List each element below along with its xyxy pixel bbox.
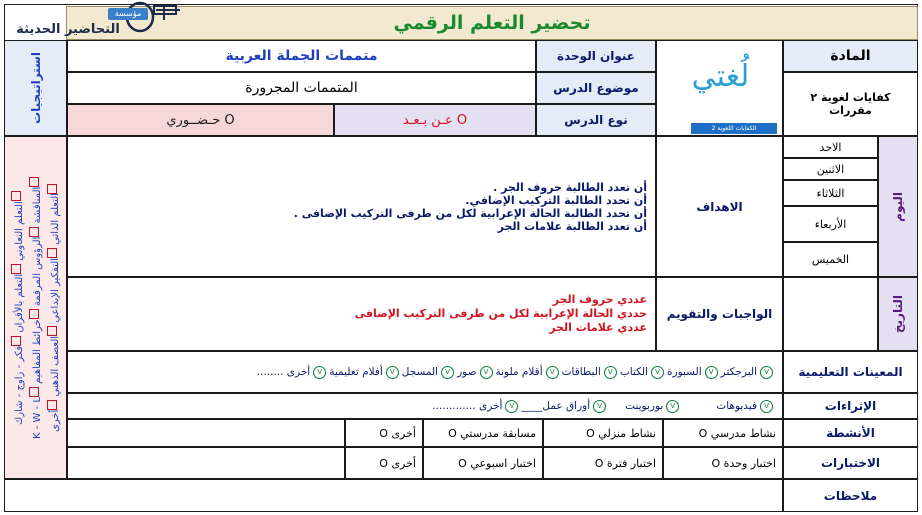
aids-row: [67, 351, 783, 393]
aid-item: السبورة: [667, 366, 702, 378]
goal-item: أن تحدد الطالبة التركيب الإضافي.: [465, 193, 647, 207]
goals-content: [67, 136, 656, 277]
strategies-label: استراتيجيات: [28, 52, 43, 124]
enrich-checkbox[interactable]: V: [505, 400, 518, 413]
test-empty: [67, 447, 345, 479]
homework-item: عددي حروف الجر: [552, 293, 647, 306]
in-person-option[interactable]: حـضــوري O: [67, 104, 334, 136]
aid-checkbox[interactable]: V: [651, 366, 664, 379]
day-header: [878, 136, 918, 277]
homework-content: [67, 277, 656, 351]
test-item[interactable]: اختبار فترة O: [543, 447, 663, 479]
day-item: الاثنين: [783, 158, 878, 180]
subject-label: المادة: [783, 40, 918, 72]
enrich-item: أوراق عمل____: [521, 400, 591, 412]
lesson-value: المتممات المجرورة: [67, 72, 536, 104]
date-label: التاريخ: [891, 294, 905, 334]
book-logo-caption: الكفايات اللغوية 2: [691, 123, 777, 134]
homework-item: حددي الحالة الإعرابية لكل من طرفى التركيب الإضافى: [354, 307, 647, 320]
enrich-checkbox[interactable]: V: [666, 400, 679, 413]
strategy-item: المناقشة: [32, 186, 43, 224]
publisher-logo: [4, 0, 184, 42]
strategies-header: [4, 40, 67, 136]
subject-value: كفايات لغوية ٢ مقررات: [783, 72, 918, 136]
enrich-checkbox[interactable]: V: [593, 400, 606, 413]
date-value: [783, 277, 878, 351]
aid-item: الكتاب: [619, 366, 648, 378]
goals-list: [294, 181, 647, 233]
lesson-label: موضوع الدرس: [536, 72, 656, 104]
strategies-list: [4, 136, 67, 479]
day-item: الاحد: [783, 136, 878, 158]
aid-item: أقلام ملونة: [495, 366, 543, 378]
goal-item: أن تعدد الطالبة علامات الجر: [497, 219, 647, 233]
goals-label: الاهداف: [656, 136, 783, 277]
aid-checkbox[interactable]: V: [441, 366, 454, 379]
activity-item[interactable]: نشاط منزلي O: [543, 419, 663, 447]
header-band: [66, 6, 918, 40]
strategy-item: أخرى: [50, 410, 61, 433]
notes-field[interactable]: [4, 479, 783, 512]
enrich-item: فيديوهات: [716, 400, 757, 412]
strategy-item: التعلم الذاتي: [50, 193, 61, 246]
page-title: تحضير التعلم الرقمي: [393, 12, 591, 34]
day-item: الأربعاء: [783, 206, 878, 242]
strategy-item: K - W - L: [32, 397, 43, 440]
aid-item: صور: [457, 366, 477, 378]
book-logo: [656, 40, 783, 136]
strategy-item: التفكير الإبداعي: [50, 258, 61, 324]
activities-label: الأنشطة: [783, 419, 918, 447]
strategy-item: العصف الذهني: [50, 336, 61, 397]
aid-checkbox[interactable]: V: [604, 366, 617, 379]
activity-empty: [67, 419, 345, 447]
aid-checkbox[interactable]: V: [480, 366, 493, 379]
day-item: الثلاثاء: [783, 180, 878, 206]
enrich-item: أخرى .............: [432, 400, 503, 412]
remote-option[interactable]: عـن بـعـد O: [334, 104, 536, 136]
enrich-row: [67, 393, 783, 419]
aid-item: البطاقات: [561, 366, 601, 378]
activity-item[interactable]: مسابقة مدرستي O: [423, 419, 543, 447]
test-item[interactable]: اختبار اسبوعي O: [423, 447, 543, 479]
strategies-col-2: [29, 141, 43, 475]
lesson-type-label: نوع الدرس: [536, 104, 656, 136]
homework-list: [355, 293, 647, 335]
test-item[interactable]: اختبار وحدة O: [663, 447, 783, 479]
enrich-checkbox[interactable]: V: [760, 400, 773, 413]
unit-label: عنوان الوحدة: [536, 40, 656, 72]
aid-checkbox[interactable]: V: [313, 366, 326, 379]
day-label: اليوم: [891, 191, 905, 222]
aid-item: أفلام تعليمية: [329, 366, 383, 378]
strategy-item: خرائط المفاهيم: [32, 319, 43, 384]
activity-item[interactable]: أخرى O: [345, 419, 423, 447]
strategy-item: التعلم التعاوني: [14, 201, 25, 261]
enrich-label: الإثراءات: [783, 393, 918, 419]
notes-label: ملاحظات: [783, 479, 918, 512]
aid-checkbox[interactable]: V: [760, 366, 773, 379]
activity-item[interactable]: نشاط مدرسي O: [663, 419, 783, 447]
aids-label: المعينات التعليمية: [783, 351, 918, 393]
enrich-item: بوربوينت: [625, 400, 664, 412]
aid-item: أخرى ........: [256, 366, 311, 378]
strategies-col-1: [11, 141, 28, 475]
unit-value: متممات الجملة العربية: [67, 40, 536, 72]
tests-label: الاختبارات: [783, 447, 918, 479]
goal-item: أن تحدد الطالبة الحالة الإعرابية لكل من طرفى التركيب الإضافى .: [293, 206, 647, 220]
strategy-item: الرؤوس المرقمة: [32, 236, 43, 307]
logo-badge: مؤسسة: [108, 8, 148, 20]
aid-item: البرجكتر: [720, 366, 757, 378]
aid-checkbox[interactable]: V: [546, 366, 559, 379]
day-item: الخميس: [783, 242, 878, 277]
test-item[interactable]: أخرى O: [345, 447, 423, 479]
goal-item: أن تعدد الطالبة حروف الجر .: [493, 180, 647, 194]
logo-text: التحاضير الحديثة: [16, 22, 120, 37]
strategies-col-3: [47, 141, 61, 475]
aid-item: المسجل: [401, 366, 439, 378]
date-header: [878, 277, 918, 351]
homework-label: الواجبات والتقويم: [656, 277, 783, 351]
homework-item: عددي علامات الجر: [549, 321, 647, 334]
book-logo-text: لُغتي: [691, 59, 750, 94]
strategy-item: التعلم بالأقران: [14, 273, 25, 333]
aid-checkbox[interactable]: V: [386, 366, 399, 379]
aid-checkbox[interactable]: V: [705, 366, 718, 379]
strategy-item: فكر - زاوج - شارك: [14, 345, 25, 425]
